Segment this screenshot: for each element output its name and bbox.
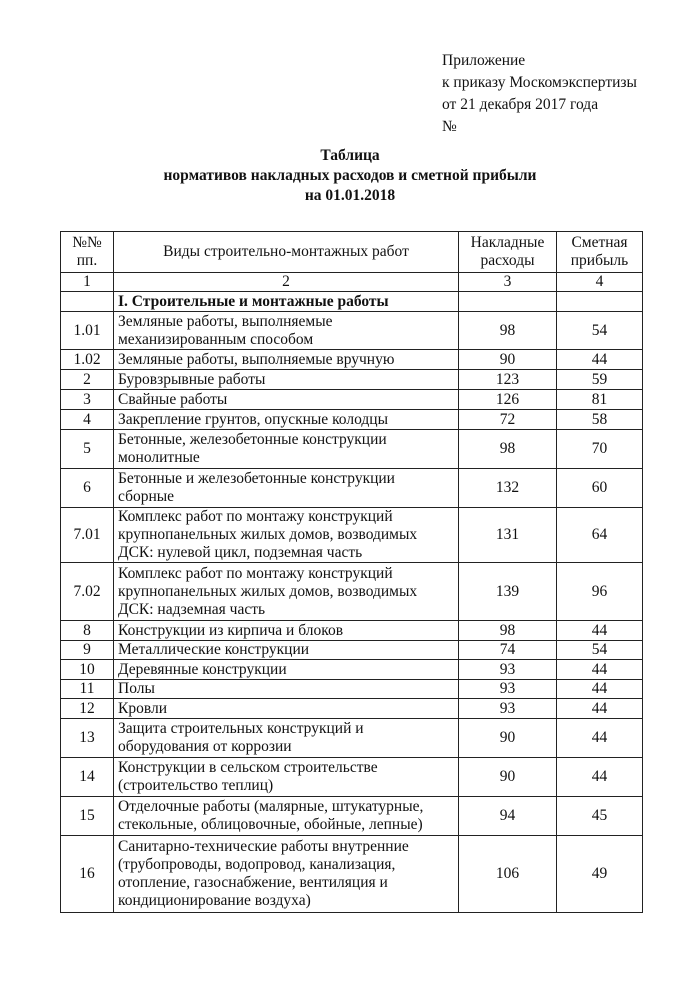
work-type: Конструкции из кирпича и блоков — [114, 621, 459, 641]
appendix-line: № — [442, 118, 457, 135]
profit-value: 64 — [557, 508, 643, 563]
profit-value: 60 — [557, 469, 643, 508]
document-title — [0, 146, 700, 206]
table-row — [61, 508, 643, 563]
row-number: 8 — [61, 621, 114, 641]
profit-value: 45 — [557, 797, 643, 836]
work-type: Комплекс работ по монтажу конструкций крупнопанельных жилых домов, возводимых ДСК: надземная часть — [114, 563, 459, 621]
empty-cell — [459, 292, 557, 312]
overhead-value: 98 — [459, 621, 557, 641]
overhead-value: 72 — [459, 410, 557, 430]
empty-cell — [557, 292, 643, 312]
row-number: 1.01 — [61, 312, 114, 350]
table-row — [61, 430, 643, 469]
header-profit: Сметная прибыль — [557, 232, 643, 273]
title-line: Таблица — [320, 147, 380, 164]
appendix-line: Приложение — [442, 52, 526, 69]
column-number-row — [61, 273, 643, 292]
table-row — [61, 410, 643, 430]
overhead-value: 98 — [459, 312, 557, 350]
profit-value: 49 — [557, 836, 643, 913]
work-type: Защита строительных конструкций и оборудования от коррозии — [114, 719, 459, 758]
table-row — [61, 699, 643, 719]
row-number: 5 — [61, 430, 114, 469]
work-type: Свайные работы — [114, 390, 459, 410]
overhead-value: 93 — [459, 660, 557, 680]
work-type: Металлические конструкции — [114, 641, 459, 660]
overhead-value: 123 — [459, 370, 557, 390]
work-type: Бетонные и железобетонные конструкции сборные — [114, 469, 459, 508]
work-type: Земляные работы, выполняемые механизированным способом — [114, 312, 459, 350]
work-type: Полы — [114, 680, 459, 699]
overhead-value: 74 — [459, 641, 557, 660]
table-row — [61, 641, 643, 660]
overhead-value: 90 — [459, 719, 557, 758]
row-number: 13 — [61, 719, 114, 758]
profit-value: 44 — [557, 350, 643, 370]
overhead-value: 131 — [459, 508, 557, 563]
profit-value: 44 — [557, 699, 643, 719]
table-row — [61, 370, 643, 390]
title-line: нормативов накладных расходов и сметной прибыли — [163, 167, 537, 184]
table-row — [61, 719, 643, 758]
row-number: 16 — [61, 836, 114, 913]
table-row — [61, 758, 643, 797]
overhead-value: 90 — [459, 350, 557, 370]
profit-value: 81 — [557, 390, 643, 410]
profit-value: 58 — [557, 410, 643, 430]
table-row — [61, 621, 643, 641]
row-number: 12 — [61, 699, 114, 719]
header-overhead: Накладные расходы — [459, 232, 557, 273]
section-title: I. Строительные и монтажные работы — [114, 292, 459, 312]
profit-value: 44 — [557, 621, 643, 641]
profit-value: 70 — [557, 430, 643, 469]
column-number: 4 — [557, 273, 643, 292]
overhead-value: 90 — [459, 758, 557, 797]
profit-value: 44 — [557, 758, 643, 797]
overhead-value: 93 — [459, 680, 557, 699]
row-number: 10 — [61, 660, 114, 680]
profit-value: 54 — [557, 312, 643, 350]
work-type: Санитарно-технические работы внутренние (трубопроводы, водопровод, канализация, отопление, газоснабжение, вентиляция и кондиционирование воздуха) — [114, 836, 459, 913]
header-row — [61, 232, 643, 273]
work-type: Деревянные конструкции — [114, 660, 459, 680]
profit-value: 44 — [557, 680, 643, 699]
appendix-header — [442, 50, 637, 138]
row-number: 2 — [61, 370, 114, 390]
table-row — [61, 660, 643, 680]
overhead-value: 98 — [459, 430, 557, 469]
table-row — [61, 312, 643, 350]
header-num: №№ пп. — [61, 232, 114, 273]
overhead-value: 94 — [459, 797, 557, 836]
profit-value: 44 — [557, 719, 643, 758]
work-type: Закрепление грунтов, опускные колодцы — [114, 410, 459, 430]
row-number: 3 — [61, 390, 114, 410]
row-number: 11 — [61, 680, 114, 699]
appendix-line: к приказу Москомэкспертизы — [442, 74, 637, 91]
row-number: 7.01 — [61, 508, 114, 563]
work-type: Конструкции в сельском строительстве (строительство теплиц) — [114, 758, 459, 797]
overhead-value: 93 — [459, 699, 557, 719]
work-type: Бетонные, железобетонные конструкции монолитные — [114, 430, 459, 469]
appendix-line: от 21 декабря 2017 года — [442, 96, 599, 113]
row-number: 9 — [61, 641, 114, 660]
work-type: Кровли — [114, 699, 459, 719]
column-number: 1 — [61, 273, 114, 292]
work-type: Земляные работы, выполняемые вручную — [114, 350, 459, 370]
overhead-value: 139 — [459, 563, 557, 621]
row-number: 1.02 — [61, 350, 114, 370]
title-line: на 01.01.2018 — [304, 187, 396, 204]
table-row — [61, 680, 643, 699]
table-row — [61, 563, 643, 621]
section-row — [61, 292, 643, 312]
table-row — [61, 797, 643, 836]
overhead-value: 126 — [459, 390, 557, 410]
column-number: 2 — [114, 273, 459, 292]
work-type: Комплекс работ по монтажу конструкций крупнопанельных жилых домов, возводимых ДСК: нулевой цикл, подземная часть — [114, 508, 459, 563]
row-number: 6 — [61, 469, 114, 508]
profit-value: 54 — [557, 641, 643, 660]
overhead-value: 132 — [459, 469, 557, 508]
empty-cell — [61, 292, 114, 312]
row-number: 4 — [61, 410, 114, 430]
column-number: 3 — [459, 273, 557, 292]
work-type: Отделочные работы (малярные, штукатурные, стекольные, облицовочные, обойные, лепные) — [114, 797, 459, 836]
profit-value: 59 — [557, 370, 643, 390]
row-number: 14 — [61, 758, 114, 797]
profit-value: 96 — [557, 563, 643, 621]
row-number: 7.02 — [61, 563, 114, 621]
profit-value: 44 — [557, 660, 643, 680]
table-row — [61, 350, 643, 370]
row-number: 15 — [61, 797, 114, 836]
overhead-value: 106 — [459, 836, 557, 913]
table-row — [61, 836, 643, 913]
norms-table — [60, 231, 643, 913]
work-type: Буровзрывные работы — [114, 370, 459, 390]
table-row — [61, 390, 643, 410]
table-row — [61, 469, 643, 508]
header-work-type: Виды строительно-монтажных работ — [114, 232, 459, 273]
